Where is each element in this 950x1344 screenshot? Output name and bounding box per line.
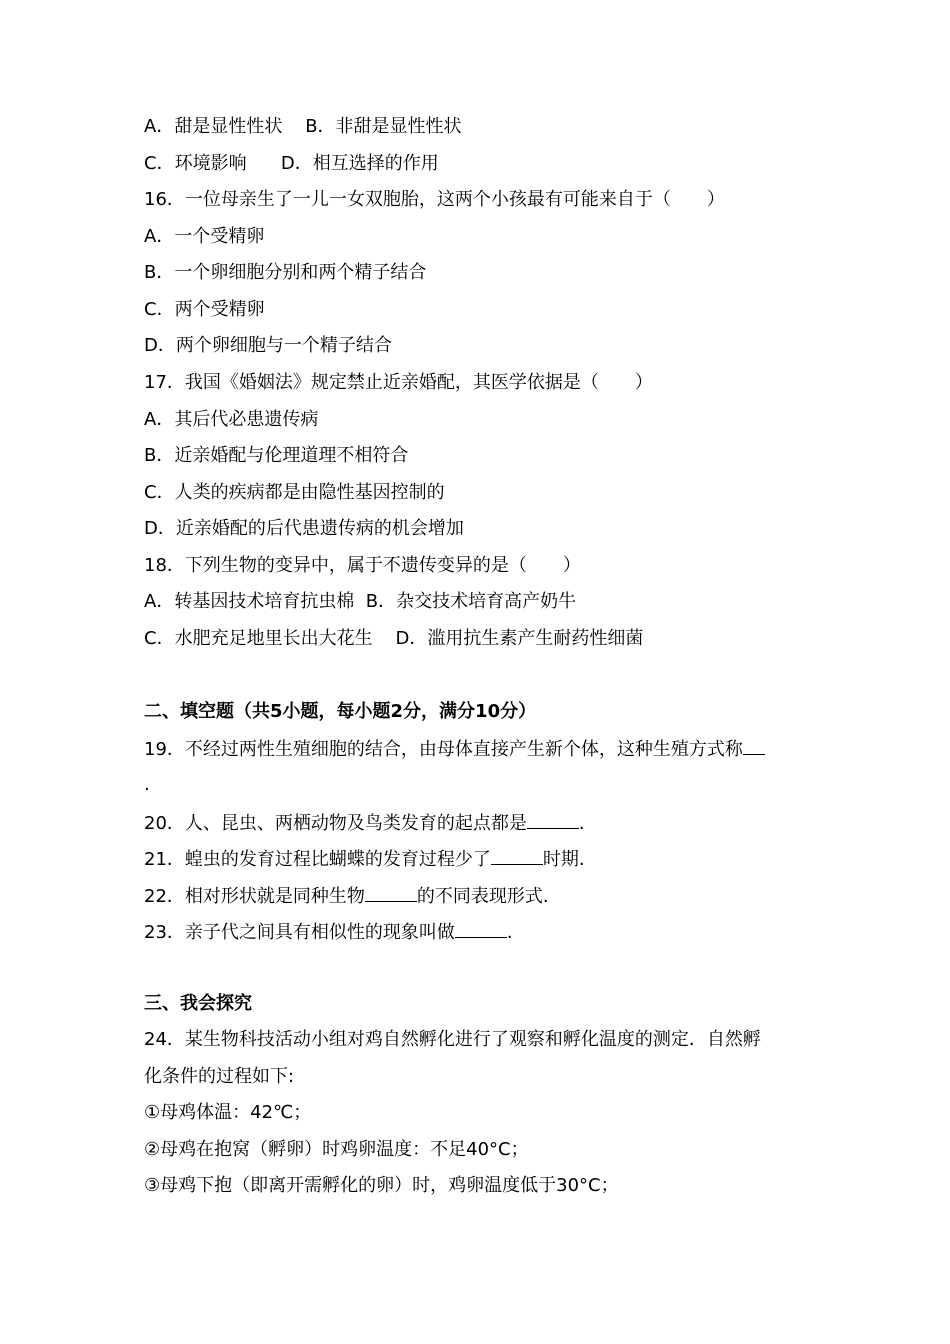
q23-end: . xyxy=(506,922,513,943)
q20-blank xyxy=(527,810,579,829)
q19 xyxy=(144,736,824,762)
q15-options-row1: A．甜是显性性状 B．非甜是显性性状 xyxy=(144,116,462,137)
q20 xyxy=(144,810,824,836)
q23-text: 23．亲子代之间具有相似性的现象叫做 xyxy=(144,922,455,943)
q16-option-b: B．一个卵细胞分别和两个精子结合 xyxy=(144,262,427,283)
q22-blank xyxy=(365,883,417,902)
q15-options-row2: C．环境影响 D．相互选择的作用 xyxy=(144,153,439,174)
q17-option-d: D．近亲婚配的后代患遗传病的机会增加 xyxy=(144,518,464,539)
q24-item1: ①母鸡体温：42℃； xyxy=(144,1102,312,1123)
q17-stem: 17．我国《婚姻法》规定禁止近亲婚配，其医学依据是（ ） xyxy=(144,372,653,393)
q23-blank xyxy=(455,919,507,938)
q24-line1: 24．某生物科技活动小组对鸡自然孵化进行了观察和孵化温度的测定．自然孵 xyxy=(144,1029,761,1050)
q21 xyxy=(144,846,824,872)
q22-end: 的不同表现形式. xyxy=(416,886,549,907)
q18-options-row2: C．水肥充足地里长出大花生 D．滥用抗生素产生耐药性细菌 xyxy=(144,628,644,649)
q21-end: 时期. xyxy=(542,849,585,870)
q16-stem: 16．一位母亲生了一儿一女双胞胎，这两个小孩最有可能来自于（ ） xyxy=(144,189,725,210)
q16-option-d: D．两个卵细胞与一个精子结合 xyxy=(144,335,392,356)
q16-option-c: C．两个受精卵 xyxy=(144,299,265,320)
q23 xyxy=(144,919,824,945)
q19-blank xyxy=(743,736,765,755)
q24-line2: 化条件的过程如下: xyxy=(144,1066,295,1087)
q16-option-a: A．一个受精卵 xyxy=(144,226,265,247)
q21-text: 21．蝗虫的发育过程比蝴蝶的发育过程少了 xyxy=(144,849,491,870)
q18-stem: 18．下列生物的变异中，属于不遗传变异的是（ ） xyxy=(144,555,581,576)
q17-option-c: C．人类的疾病都是由隐性基因控制的 xyxy=(144,482,445,503)
q17-option-b: B．近亲婚配与伦理道理不相符合 xyxy=(144,445,409,466)
q22 xyxy=(144,883,824,909)
q19-text: 19．不经过两性生殖细胞的结合，由母体直接产生新个体，这种生殖方式称 xyxy=(144,739,743,760)
section2-heading: 二、填空题（共5小题，每小题2分，满分10分） xyxy=(144,701,537,722)
q24-item3: ③母鸡下抱（即离开需孵化的卵）时，鸡卵温度低于30°C； xyxy=(144,1175,619,1196)
q20-text: 20．人、昆虫、两栖动物及鸟类发育的起点都是 xyxy=(144,813,527,834)
q24-item2: ②母鸡在抱窝（孵卵）时鸡卵温度：不足40°C； xyxy=(144,1139,529,1160)
q21-blank xyxy=(491,846,543,865)
q22-text: 22．相对形状就是同种生物 xyxy=(144,886,365,907)
q20-end: . xyxy=(578,813,585,834)
section3-heading: 三、我会探究 xyxy=(144,993,252,1014)
q17-option-a: A．其后代必患遗传病 xyxy=(144,409,319,430)
q19-end: . xyxy=(144,774,150,795)
q18-options-row1: A．转基因技术培育抗虫棉 B．杂交技术培育高产奶牛 xyxy=(144,591,577,612)
